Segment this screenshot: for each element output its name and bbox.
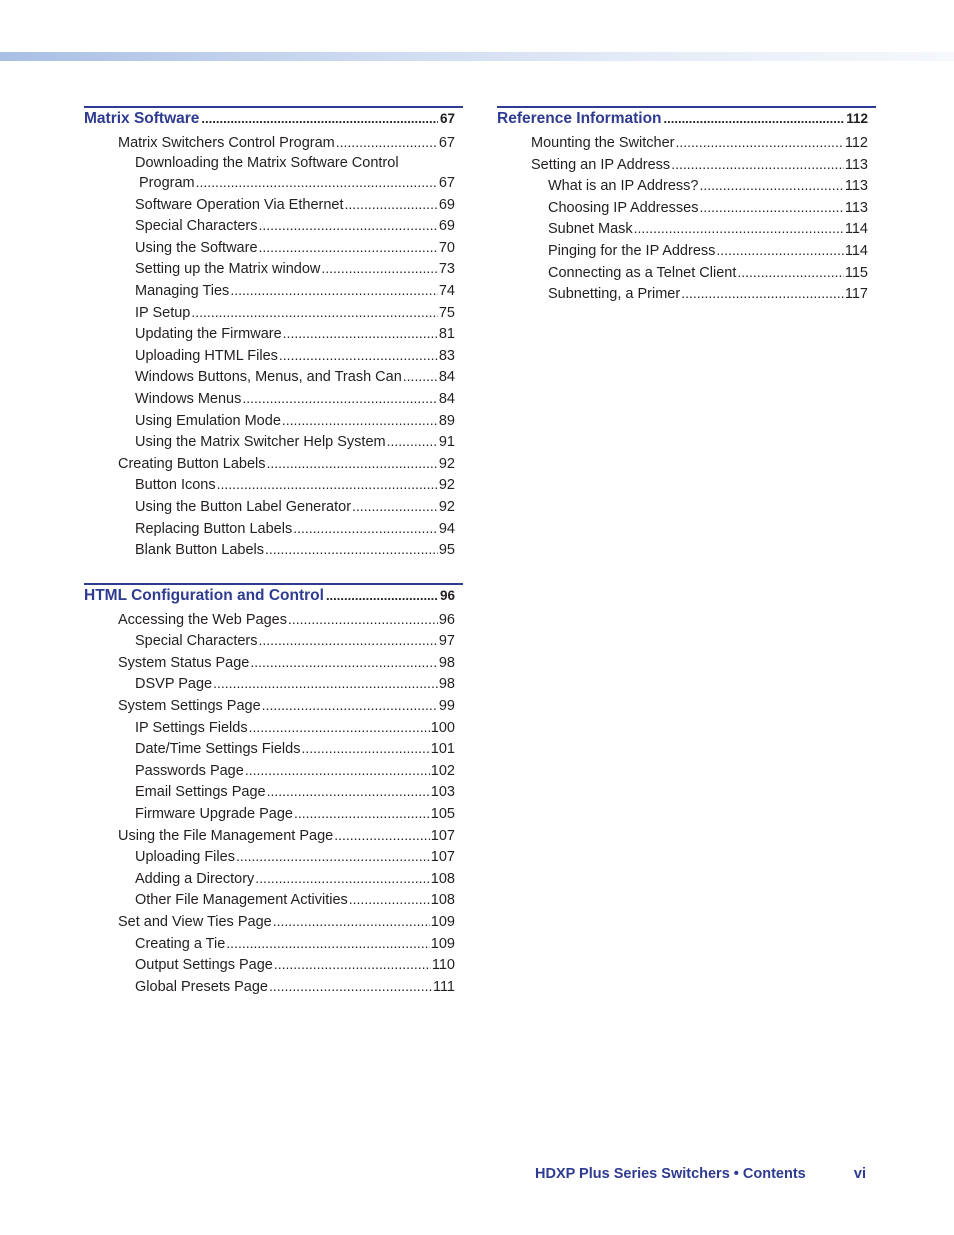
toc-entry[interactable]: [497, 132, 876, 154]
toc-entry[interactable]: [84, 609, 463, 631]
toc-entry[interactable]: [84, 323, 463, 345]
toc-entry[interactable]: [84, 132, 463, 154]
entry-title: IP Settings Fields: [135, 719, 248, 736]
dot-leader: [321, 258, 437, 280]
dot-leader: [259, 237, 438, 259]
section-page-number: 96: [439, 587, 455, 603]
dot-leader: [301, 738, 429, 760]
entry-page-number: 69: [438, 196, 455, 213]
toc-entry[interactable]: [84, 911, 463, 933]
dot-leader: [634, 218, 844, 240]
section-title: Matrix Software: [84, 110, 200, 127]
toc-entry-list: [84, 609, 463, 998]
dot-leader: [230, 280, 438, 302]
entry-page-number: 100: [430, 719, 455, 736]
dot-leader: [201, 111, 438, 126]
entry-page-number: 108: [430, 870, 455, 887]
dot-leader: [294, 803, 430, 825]
entry-title: Windows Buttons, Menus, and Trash Can: [135, 369, 402, 386]
entry-title: Setting up the Matrix window: [135, 261, 321, 278]
entry-title: Replacing Button Labels: [135, 520, 293, 537]
entry-page-number: 107: [430, 827, 455, 844]
entry-page-number: 115: [844, 264, 868, 281]
entry-title: Passwords Page: [135, 762, 244, 779]
toc-entry[interactable]: [497, 197, 876, 219]
entry-page-number: 81: [438, 326, 455, 343]
entry-page-number: 83: [438, 347, 455, 364]
entry-title: Downloading the Matrix Software Control: [135, 154, 399, 171]
entry-page-number: 113: [844, 156, 868, 173]
toc-entry[interactable]: [84, 410, 463, 432]
entry-title: Special Characters: [135, 633, 258, 650]
entry-page-number: 114: [844, 242, 868, 259]
entry-title: Adding a Directory: [135, 870, 255, 887]
entry-title: DSVP Page: [135, 676, 213, 693]
dot-leader: [255, 868, 430, 890]
entry-title: Matrix Switchers Control Program: [118, 135, 335, 151]
entry-title: Button Icons: [135, 477, 216, 494]
dot-leader: [274, 954, 431, 976]
toc-entry[interactable]: [84, 781, 463, 803]
toc-entry[interactable]: [84, 539, 463, 561]
dot-leader: [349, 889, 430, 911]
dot-leader: [345, 194, 438, 216]
dot-leader: [259, 630, 438, 652]
toc-entry-list: [497, 132, 876, 305]
toc-entry[interactable]: [84, 215, 463, 237]
dot-leader: [267, 781, 430, 803]
entry-title: Pinging for the IP Address: [548, 242, 716, 259]
page-footer: [535, 1166, 866, 1182]
dot-leader: [282, 410, 438, 432]
dot-leader: [249, 717, 430, 739]
toc-entry[interactable]: [84, 154, 463, 173]
dot-leader: [326, 588, 438, 603]
toc-column-left: [84, 106, 463, 1019]
dot-leader: [675, 132, 843, 154]
entry-title: Using the Matrix Switcher Help System: [135, 434, 386, 451]
entry-page-number: 67: [438, 135, 455, 151]
dot-leader: [334, 825, 430, 847]
section-heading[interactable]: [84, 106, 463, 132]
dot-leader: [245, 760, 430, 782]
entry-title: Other File Management Activities: [135, 892, 348, 909]
entry-page-number: 113: [844, 178, 868, 195]
entry-page-number: 92: [438, 498, 455, 515]
toc-entry[interactable]: [84, 803, 463, 825]
entry-page-number: 101: [430, 741, 455, 758]
dot-leader: [716, 240, 843, 262]
entry-title: Using the File Management Page: [118, 827, 334, 844]
section-page-number: 112: [846, 111, 868, 126]
dot-leader: [226, 933, 430, 955]
dot-leader: [288, 609, 438, 631]
entry-page-number: 99: [438, 698, 455, 715]
toc-entry[interactable]: [84, 738, 463, 760]
toc-section: [84, 106, 463, 561]
entry-page-number: 113: [844, 199, 868, 216]
entry-page-number: 84: [438, 369, 455, 386]
section-page-number: 67: [439, 111, 455, 126]
toc-entry-list: [84, 132, 463, 561]
entry-title: Updating the Firmware: [135, 326, 282, 343]
entry-title: Set and View Ties Page: [118, 914, 272, 930]
section-heading[interactable]: [84, 583, 463, 609]
entry-page-number: 108: [430, 892, 455, 909]
section-title: HTML Configuration and Control: [84, 586, 324, 604]
toc-entry[interactable]: [497, 262, 876, 284]
entry-title: Subnetting, a Primer: [548, 286, 681, 303]
toc-entry[interactable]: [84, 846, 463, 868]
toc-entry[interactable]: [84, 630, 463, 652]
dot-leader: [196, 173, 438, 192]
entry-title: Connecting as a Telnet Client: [548, 264, 737, 281]
footer-title: HDXP Plus Series Switchers • Contents: [535, 1166, 806, 1182]
dot-leader: [336, 132, 438, 154]
dot-leader: [250, 652, 437, 674]
entry-title: Special Characters: [135, 218, 258, 235]
toc-entry[interactable]: [84, 496, 463, 518]
entry-page-number: 70: [438, 239, 455, 256]
entry-page-number: 92: [438, 477, 455, 494]
entry-page-number: 69: [438, 218, 455, 235]
entry-title: Blank Button Labels: [135, 542, 264, 559]
toc-entry[interactable]: [497, 175, 876, 197]
toc-entry[interactable]: [84, 695, 463, 717]
entry-page-number: 96: [438, 611, 455, 628]
entry-title: Choosing IP Addresses: [548, 199, 699, 216]
toc-entry[interactable]: [84, 868, 463, 890]
entry-page-number: 105: [430, 806, 455, 823]
toc-entry[interactable]: [84, 954, 463, 976]
toc-entry[interactable]: [84, 825, 463, 847]
entry-page-number: 97: [438, 633, 455, 650]
dot-leader: [387, 431, 438, 453]
entry-title: Mounting the Switcher: [531, 135, 675, 151]
dot-leader: [269, 976, 432, 998]
entry-title: Uploading HTML Files: [135, 347, 278, 364]
footer-page-number: vi: [853, 1166, 866, 1182]
dot-leader: [217, 474, 438, 496]
toc-entry[interactable]: [84, 194, 463, 216]
entry-page-number: 103: [430, 784, 455, 801]
entry-title: System Status Page: [118, 654, 250, 671]
toc-entry[interactable]: [84, 717, 463, 739]
toc-entry[interactable]: [84, 345, 463, 367]
dot-leader: [293, 518, 438, 540]
entry-title: Email Settings Page: [135, 784, 266, 801]
section-title: Reference Information: [497, 110, 662, 127]
entry-title: Using the Button Label Generator: [135, 498, 352, 515]
entry-title: Managing Ties: [135, 282, 230, 299]
entry-title: Subnet Mask: [548, 221, 633, 238]
entry-page-number: 112: [844, 135, 868, 151]
toc-entry[interactable]: [84, 760, 463, 782]
entry-page-number: 102: [430, 762, 455, 779]
entry-title: Program: [139, 174, 195, 191]
entry-page-number: 91: [438, 434, 455, 451]
entry-page-number: 110: [431, 957, 455, 974]
entry-title: Accessing the Web Pages: [118, 611, 287, 628]
dot-leader: [279, 345, 438, 367]
dot-leader: [265, 539, 438, 561]
entry-page-number: 89: [438, 412, 455, 429]
entry-title: Global Presets Page: [135, 978, 268, 995]
entry-page-number: 67: [438, 174, 455, 191]
entry-title: Using Emulation Mode: [135, 412, 281, 429]
entry-page-number: 98: [438, 654, 455, 671]
toc-column-right: [497, 106, 876, 327]
toc-entry[interactable]: [497, 283, 876, 305]
dot-leader: [259, 215, 438, 237]
dot-leader: [273, 911, 430, 933]
entry-page-number: 117: [844, 286, 868, 303]
toc-entry[interactable]: [84, 237, 463, 259]
entry-title: Firmware Upgrade Page: [135, 806, 293, 823]
entry-title: Software Operation Via Ethernet: [135, 196, 344, 213]
toc-entry[interactable]: [84, 673, 463, 695]
entry-title: Creating Button Labels: [118, 455, 266, 472]
entry-title: System Settings Page: [118, 698, 261, 715]
toc-section: [497, 106, 876, 305]
entry-page-number: 109: [430, 935, 455, 952]
dot-leader: [213, 673, 438, 695]
dot-leader: [283, 323, 438, 345]
dot-leader: [242, 388, 437, 410]
dot-leader: [664, 111, 845, 126]
toc-entry[interactable]: [84, 889, 463, 911]
toc-entry[interactable]: [84, 431, 463, 453]
entry-page-number: 73: [438, 261, 455, 278]
toc-entry[interactable]: [84, 366, 463, 388]
dot-leader: [699, 175, 843, 197]
entry-title: Setting an IP Address: [531, 156, 671, 173]
dot-leader: [671, 154, 844, 176]
toc-entry[interactable]: [84, 474, 463, 496]
entry-title: IP Setup: [135, 304, 191, 321]
dot-leader: [236, 846, 430, 868]
entry-page-number: 95: [438, 542, 455, 559]
entry-title: Using the Software: [135, 239, 258, 256]
toc-entry[interactable]: [84, 453, 463, 475]
entry-page-number: 107: [430, 849, 455, 866]
entry-page-number: 92: [438, 455, 455, 472]
toc-entry[interactable]: [84, 518, 463, 540]
entry-title: What is an IP Address?: [548, 178, 699, 195]
dot-leader: [352, 496, 438, 518]
entry-page-number: 84: [438, 390, 455, 407]
entry-page-number: 75: [438, 304, 455, 321]
toc-section: [84, 583, 463, 998]
entry-page-number: 111: [432, 978, 455, 995]
entry-page-number: 109: [430, 914, 455, 930]
entry-title: Creating a Tie: [135, 935, 226, 952]
dot-leader: [267, 453, 438, 475]
toc-entry[interactable]: [84, 280, 463, 302]
entry-title: Uploading Files: [135, 849, 235, 866]
toc-entry[interactable]: [497, 154, 876, 176]
toc-entry[interactable]: [84, 976, 463, 998]
entry-title: Windows Menus: [135, 390, 242, 407]
toc-entry[interactable]: [84, 173, 463, 192]
dot-leader: [191, 302, 438, 324]
entry-page-number: 94: [438, 520, 455, 537]
dot-leader: [681, 283, 844, 305]
toc-entry[interactable]: [84, 302, 463, 324]
header-bar: [0, 52, 954, 61]
dot-leader: [699, 197, 843, 219]
entry-title: Date/Time Settings Fields: [135, 741, 301, 758]
section-heading[interactable]: [497, 106, 876, 132]
toc-entry[interactable]: [84, 258, 463, 280]
entry-title: Output Settings Page: [135, 957, 273, 974]
toc-entry[interactable]: [84, 933, 463, 955]
toc-entry[interactable]: [84, 388, 463, 410]
dot-leader: [737, 262, 844, 284]
toc-entry[interactable]: [497, 218, 876, 240]
toc-entry[interactable]: [84, 652, 463, 674]
entry-page-number: 98: [438, 676, 455, 693]
toc-entry[interactable]: [497, 240, 876, 262]
entry-page-number: 74: [438, 282, 455, 299]
dot-leader: [262, 695, 438, 717]
entry-page-number: 114: [844, 221, 868, 238]
dot-leader: [403, 366, 438, 388]
